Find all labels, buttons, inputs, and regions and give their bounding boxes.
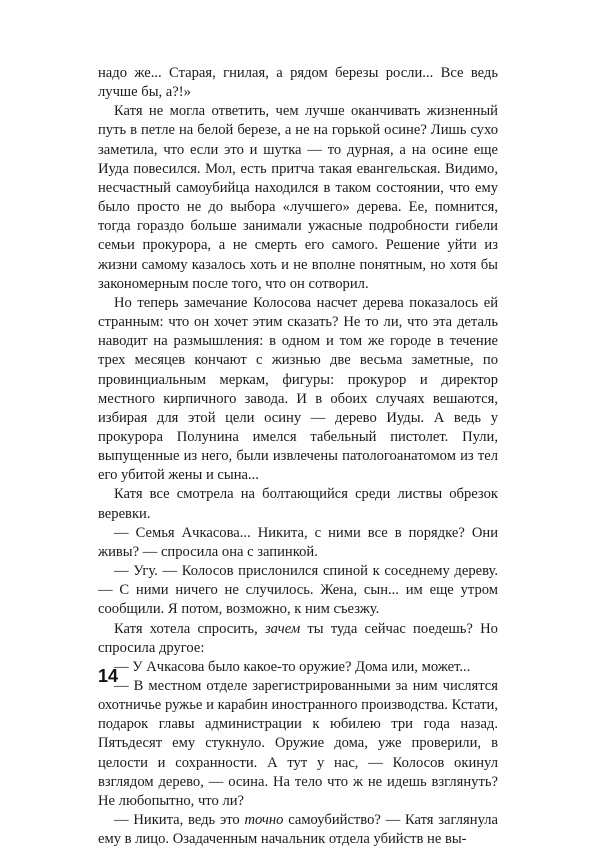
emphasis: точно [244, 812, 284, 829]
text-run: самоубийство? — Катя заглянула ему в лицо. Озадаченным начальник отдела убийств не вы- [98, 812, 498, 848]
text-run: — Никита, ведь это [114, 812, 245, 829]
paragraph [98, 811, 498, 849]
paragraph: надо же... Старая, гнилая, а рядом березы росли... Все ведь лучше бы, а?!» [98, 65, 498, 101]
paragraph: Но теперь замечание Колосова насчет дерева показалось ей странным: что он хочет этим сказать? Не то ли, что эта деталь наводит на размышления: в одном и том же городе в течение трех месяцев кончают с жизнью две весьма заметные, по провинциальным меркам, фигуры: прокурор и директор местного кирпичного завода. И в обоих случаях вешаются, избирая для этой цели осину — дерево Иуды. А ведь у прокурора Полунина имелся табельный пистолет. Пули, выпущенные из него, были извлечены патологоанатомом из тел его убитой жены и сына... [98, 294, 498, 484]
paragraph: — У Ачкасова было какое-то оружие? Дома или, может... [114, 658, 471, 675]
paragraph: Катя не могла ответить, чем лучше оканчивать жизненный путь в петле на белой березе, а не на горькой осине? Лишь сухо заметила, что если это и шутка — то дурная, а на осине еще Иуда повесился. Мол, есть притча такая евангельская. Видимо, несчастный самоубийца находился в таком состоянии, что ему было просто не до выбора «лучшего» дерева. Ее, помнится, тогда гораздо больше занимали ужасные подробности гибели семьи прокурора, а не смерть его самого. Решение уйти из жизни самому казалось хоть и не вполне понятным, но хотя бы закономерным после того, что он сотворил. [98, 103, 498, 292]
text-run: ты туда сейчас поедешь? Но спросила другое: [98, 620, 498, 656]
paragraph [98, 620, 498, 658]
page-number: 14 [98, 666, 119, 686]
text-run: Катя хотела спросить, [114, 620, 265, 637]
body-text [98, 64, 498, 849]
book-page [98, 64, 498, 849]
paragraph: — Угу. — Колосов прислонился спиной к соседнему дереву. — С ними ничего не случилось. Жена, сын... им еще утром сообщили. Я потом, возможно, к ним съезжу. [98, 563, 498, 618]
emphasis: зачем [264, 620, 301, 637]
paragraph: Катя все смотрела на болтающийся среди листвы обрезок веревки. [98, 486, 498, 522]
paragraph: — Семья Ачкасова... Никита, с ними все в порядке? Они живы? — спросила она с запинкой. [98, 524, 498, 560]
paragraph: — В местном отделе зарегистрированными за ним числятся охотничье ружье и карабин иностранного производства. Кстати, подарок главы администрации к юбилею три года назад. Пятьдесят ему стукнуло. Оружие дома, уже проверили, в целости и сохранности. А тут у нас, — Колосов окинул взглядом дерево, — осина. На тело что ж не идешь взглянуть? Не любопытно, что ли? [98, 678, 498, 809]
